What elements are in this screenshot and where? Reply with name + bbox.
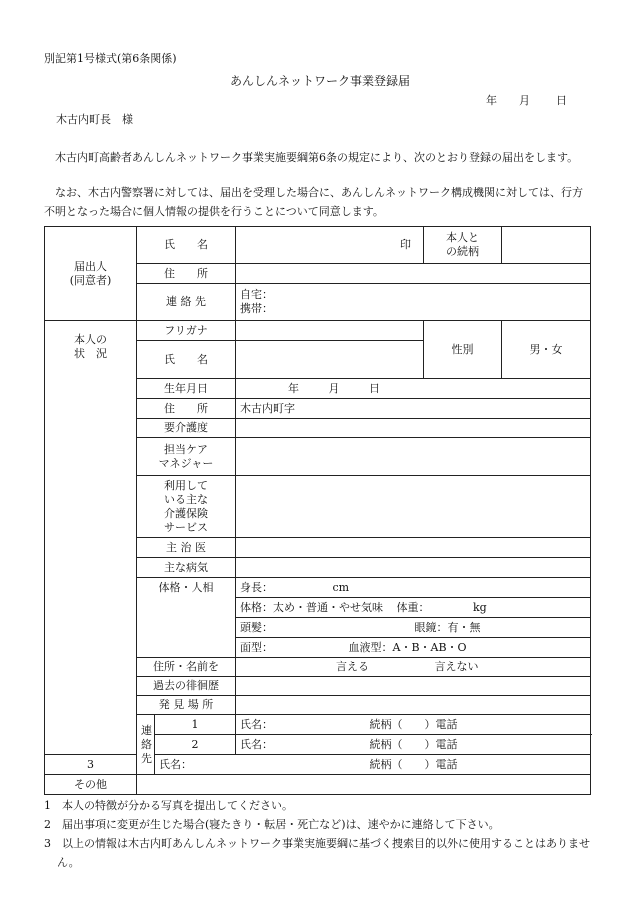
contact-number: 3	[45, 755, 137, 775]
birthdate-label: 生年月日	[137, 379, 236, 399]
address-prefix: 木古内町字	[240, 401, 295, 415]
sex-label: 性別	[424, 321, 502, 379]
contact-row[interactable]	[236, 735, 591, 755]
notes-section	[44, 796, 594, 872]
wander-history-field[interactable]	[236, 677, 591, 696]
intro-paragraph-1: 木古内町高齢者あんしんネットワーク事業実施要綱第6条の規定により、次のとおり登録の届出をします。	[55, 151, 579, 164]
wander-history-label: 過去の徘徊歴	[137, 677, 236, 696]
other-field[interactable]	[137, 775, 591, 795]
illness-label: 主な病気	[137, 558, 236, 578]
birthdate-field[interactable]	[236, 379, 591, 399]
found-place-label: 発 見 場 所	[137, 696, 236, 715]
date-year: 年	[486, 94, 497, 107]
physique-label: 体格・人相	[137, 578, 236, 658]
care-level-field[interactable]	[236, 419, 591, 438]
contacts-section-label: 連絡先	[137, 715, 155, 775]
weight-label: 体重：	[396, 600, 430, 614]
birth-day: 日	[369, 381, 380, 395]
registration-form-table	[44, 226, 591, 795]
note-item: 1 本人の特徴が分かる写真を提出してください。	[44, 799, 293, 812]
furigana-field[interactable]	[236, 321, 424, 341]
applicant-name-field[interactable]	[236, 227, 424, 264]
contact-name-label: 氏名：	[240, 737, 273, 751]
person-address-label: 住 所	[137, 399, 236, 419]
contact-number: 2	[155, 735, 236, 755]
birth-month: 月	[328, 381, 340, 395]
found-place-field[interactable]	[236, 696, 591, 715]
note-item: 2 届出事項に変更が生じた場合(寝たきり・転居・死亡など)は、速やかに連絡して下さい。	[44, 818, 500, 831]
applicant-name-label: 氏 名	[137, 227, 236, 264]
relation-label: 本人と の続柄	[424, 227, 502, 264]
cannot-say-option: 言えない	[434, 660, 479, 673]
height-field[interactable]	[236, 578, 591, 598]
furigana-label: フリガナ	[137, 321, 236, 341]
contact-row[interactable]	[236, 715, 591, 735]
care-manager-label: 担当ケア マネジャー	[137, 438, 236, 476]
height-label: 身長：	[240, 580, 273, 594]
services-label: 利用して いる主な 介護保険 サービス	[137, 476, 236, 538]
date-day: 日	[556, 94, 567, 107]
note-item: 3 以上の情報は木古内町あんしんネットワーク事業実施要綱に基づく捜索目的以外に使用することはありません。	[44, 837, 590, 869]
doctor-label: 主 治 医	[137, 538, 236, 558]
birth-year: 年	[288, 381, 299, 395]
contact-relation-phone: 続柄（ ）電話	[369, 717, 458, 731]
applicant-address-label: 住 所	[137, 264, 236, 284]
height-unit: cm	[332, 580, 350, 594]
person-name-field[interactable]	[236, 341, 424, 379]
home-phone-label: 自宅：	[240, 288, 273, 301]
build-weight-field[interactable]	[236, 598, 591, 618]
person-address-field[interactable]	[236, 399, 591, 419]
form-reference: 別記第1号様式(第6条関係)	[44, 52, 177, 65]
contact-number: 1	[155, 715, 236, 735]
seal-label: 印	[400, 238, 411, 251]
care-level-label: 要介護度	[137, 419, 236, 438]
hair-label: 頭髪：	[240, 620, 273, 634]
name-address-label: 住所・名前を	[137, 658, 236, 677]
addressee: 木古内町長 様	[56, 113, 133, 126]
can-say-option: 言える	[336, 660, 369, 673]
contact-relation-phone: 続柄（ ）電話	[369, 737, 458, 751]
build-options: 体格：太め・普通・やせ気味	[240, 600, 383, 614]
hair-glasses-field[interactable]	[236, 618, 591, 638]
face-blood-field[interactable]	[236, 638, 591, 658]
applicant-address-field[interactable]	[236, 264, 591, 284]
doctor-field[interactable]	[236, 538, 591, 558]
glasses-options: 眼鏡：有・無	[414, 620, 481, 634]
intro-paragraph-2: なお、木古内警察署に対しては、届出を受理した場合に、あんしんネットワーク構成機関に対しては、行方不明となった場合に個人情報の提供を行うことについて同意します。	[44, 186, 583, 218]
applicant-section-label: 届出人 (同意者)	[45, 227, 137, 321]
mobile-phone-label: 携帯：	[240, 302, 273, 315]
contact-row[interactable]	[155, 755, 591, 775]
illness-field[interactable]	[236, 558, 591, 578]
care-manager-field[interactable]	[236, 438, 591, 476]
applicant-contact-field[interactable]	[236, 284, 591, 321]
services-field[interactable]	[236, 476, 591, 538]
form-title: あんしんネットワーク事業登録届	[230, 74, 411, 88]
weight-unit: kg	[473, 600, 487, 614]
applicant-contact-label: 連 絡 先	[137, 284, 236, 321]
sex-options[interactable]: 男・女	[502, 321, 591, 379]
contact-relation-phone: 続柄（ ）電話	[369, 757, 458, 771]
name-address-options[interactable]	[236, 658, 591, 677]
face-label: 面型：	[240, 640, 273, 654]
person-name-label: 氏 名	[137, 341, 236, 379]
other-label: その他	[45, 775, 137, 795]
person-section-label: 本人の 状 況	[45, 321, 137, 755]
relation-field[interactable]	[502, 227, 591, 264]
contact-name-label: 氏名：	[240, 717, 273, 731]
date-month: 月	[519, 94, 530, 107]
blood-type-options: 血液型：A・B・AB・O	[348, 640, 467, 654]
contact-name-label: 氏名：	[159, 757, 192, 771]
